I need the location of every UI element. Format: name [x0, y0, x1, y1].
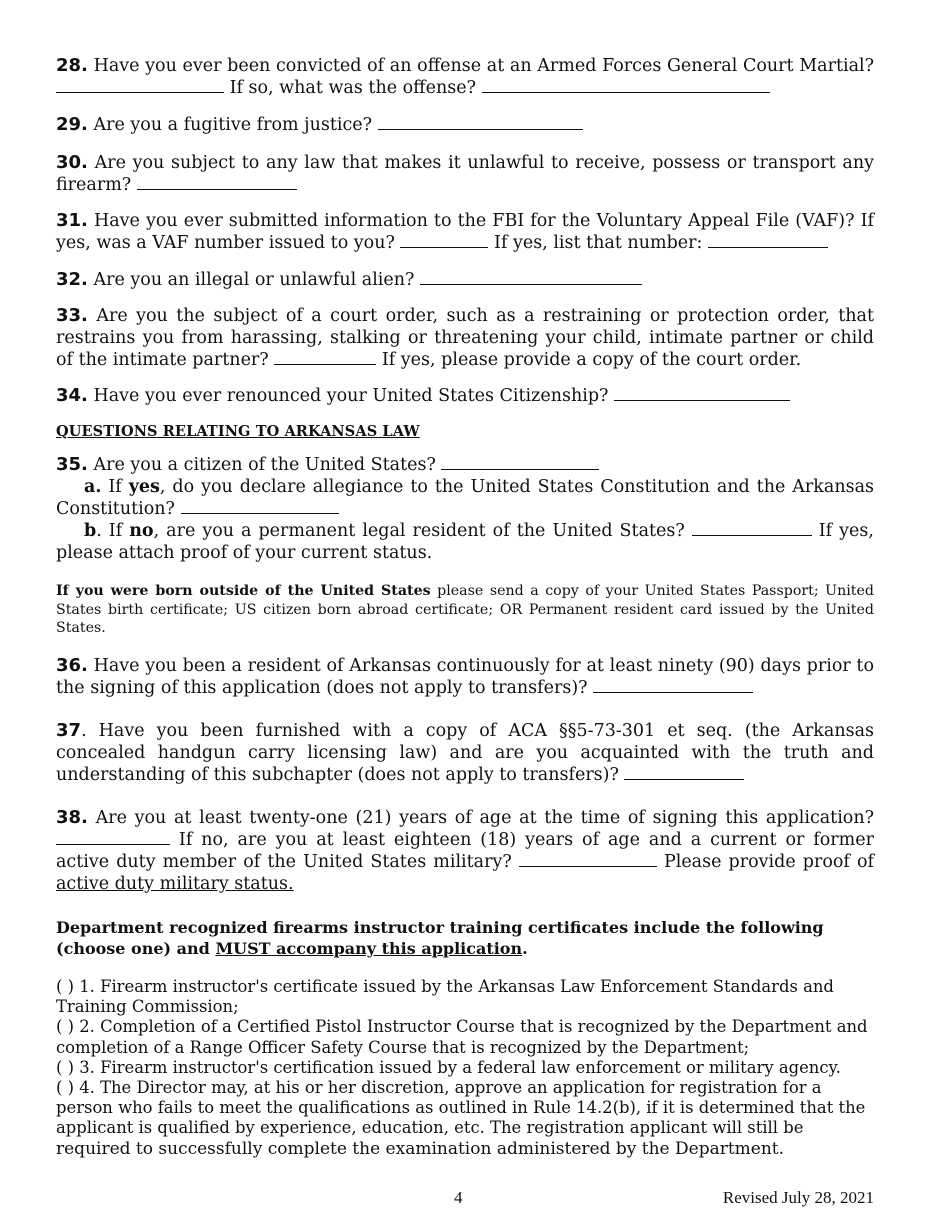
question-text: , do you declare allegiance to the United States Constitution and the Arkansas Constitution? — [56, 477, 874, 519]
question-text: Have you been a resident of Arkansas continuously for at least ninety (90) days prior to the signing of this application (does not apply to transfers)? — [56, 656, 874, 698]
answer-blank[interactable] — [137, 174, 297, 190]
option-text: 4. The Director may, at his or her discretion, approve an application for registration for a person who fails to meet the qualifications as outlined in Rule 14.2(b), if it is determined that the applicant is qualified by experience, education, etc. The registration applicant will still be — [56, 1078, 866, 1138]
sub-question-label: b — [84, 521, 97, 541]
certificate-options — [56, 977, 874, 1159]
question-32 — [56, 269, 874, 291]
question-text: If no, are you at least eighteen (18) years of age and a current or former active duty member of the United States military? — [56, 830, 874, 872]
question-38 — [56, 807, 874, 895]
question-text: Are you the subject of a court order, such as a restraining or protection order, that restrains you from harassing, stalking or threatening your child, intimate partner or child of the intimate partner? — [56, 306, 874, 370]
option-checkbox[interactable]: ( ) — [56, 1078, 74, 1098]
question-35 — [56, 454, 874, 564]
question-text: If yes, list that number: — [494, 233, 703, 253]
answer-blank[interactable] — [274, 349, 376, 365]
answer-blank[interactable] — [624, 764, 744, 780]
answer-blank[interactable] — [56, 829, 170, 845]
question-37 — [56, 720, 874, 786]
emphasis-no: no — [129, 521, 154, 541]
question-text: If — [108, 477, 122, 497]
question-text: If so, what was the offense? — [229, 78, 476, 98]
question-number: 33. — [56, 305, 88, 326]
question-number: 28. — [56, 55, 88, 76]
answer-blank[interactable] — [181, 498, 339, 514]
question-text: Have you ever submitted information to the FBI for the Voluntary Appeal File (VAF)? If yes, was a VAF number issued to you? — [56, 211, 874, 253]
question-text: Please provide proof of — [663, 852, 874, 872]
question-number: 31. — [56, 210, 88, 231]
question-number: 37 — [56, 720, 82, 741]
heading-underlined: MUST accompany this application — [215, 939, 523, 958]
certificate-option-continued: required to successfully complete the examination administered by the Department. — [56, 1138, 785, 1159]
answer-blank[interactable] — [593, 677, 753, 693]
answer-blank[interactable] — [400, 232, 488, 248]
question-text: Have you ever been convicted of an offense at an Armed Forces General Court Martial? — [93, 56, 874, 76]
question-number: 29. — [56, 114, 88, 135]
question-text: Have you ever renounced your United States Citizenship? — [93, 386, 609, 406]
question-33 — [56, 305, 874, 371]
question-text: Are you subject to any law that makes it unlawful to receive, possess or transport any firearm? — [56, 153, 874, 195]
section-heading: QUESTIONS RELATING TO ARKANSAS LAW — [56, 423, 420, 440]
question-text: active duty military status. — [56, 874, 294, 894]
question-text: If yes, please provide a copy of the court order. — [381, 350, 802, 370]
question-text: Are you an illegal or unlawful alien? — [93, 270, 415, 290]
option-text: 1. Firearm instructor's certificate issued by the Arkansas Law Enforcement Standards and Training Commission; — [56, 977, 834, 1017]
revised-date: Revised July 28, 2021 — [722, 1188, 874, 1207]
answer-blank[interactable] — [692, 520, 812, 536]
certificate-option — [56, 977, 874, 1017]
question-31 — [56, 210, 874, 254]
heading-end: . — [522, 939, 528, 958]
option-checkbox[interactable]: ( ) — [56, 1017, 74, 1037]
note-bold: If you were born outside of the United States — [56, 583, 431, 599]
heading-text: Department recognized firearms instructor training certificates include the following (choose one) and — [56, 918, 824, 958]
answer-blank[interactable] — [378, 114, 583, 130]
certificate-option — [56, 1078, 874, 1139]
born-outside-note — [56, 582, 874, 638]
question-text: If yes, please attach proof of your current status. — [56, 521, 874, 563]
certificate-option — [56, 1058, 874, 1078]
question-text: . If — [96, 521, 123, 541]
question-text: Are you a fugitive from justice? — [93, 115, 373, 135]
answer-blank[interactable] — [519, 851, 657, 867]
certificates-heading — [56, 917, 874, 959]
answer-blank[interactable] — [56, 77, 224, 93]
answer-blank[interactable] — [441, 454, 599, 470]
question-text: Are you at least twenty-one (21) years of age at the time of signing this application? — [95, 808, 874, 828]
answer-blank[interactable] — [614, 385, 790, 401]
question-30 — [56, 152, 874, 196]
question-text: . Have you been furnished with a copy of ACA §§5-73-301 et seq. (the Arkansas concealed handgun carry licensing law) and are you acquainted with the truth and understanding of this subchapter (does not apply to transfers)? — [56, 721, 874, 785]
question-number: 36. — [56, 655, 88, 676]
sub-question-label: a. — [84, 477, 102, 497]
emphasis-yes: yes — [128, 477, 160, 497]
question-number: 38. — [56, 807, 88, 828]
question-36 — [56, 655, 874, 699]
question-number: 34. — [56, 385, 88, 406]
option-text: 3. Firearm instructor's certification issued by a federal law enforcement or military agency. — [79, 1057, 841, 1077]
answer-blank[interactable] — [482, 77, 770, 93]
question-28 — [56, 55, 874, 99]
answer-blank[interactable] — [420, 269, 642, 285]
question-number: 30. — [56, 152, 88, 173]
question-34 — [56, 385, 874, 407]
option-checkbox[interactable]: ( ) — [56, 977, 74, 996]
question-number: 35. — [56, 454, 88, 475]
note-text: please send a copy of your United States Passport; United States birth certificate; US citizen born abroad certificate; OR Permanent resident card issued by the United States. — [56, 583, 874, 636]
question-text: , are you a permanent legal resident of the United States? — [153, 521, 685, 541]
certificate-option — [56, 1017, 874, 1057]
option-text: 2. Completion of a Certified Pistol Instructor Course that is recognized by the Department and completion of a Range Officer Safety Course that is recognized by the Department; — [56, 1017, 868, 1057]
option-checkbox[interactable]: ( ) — [56, 1057, 74, 1077]
question-text: Are you a citizen of the United States? — [93, 455, 436, 475]
page-number: 4 — [454, 1188, 463, 1207]
question-29 — [56, 114, 874, 136]
question-number: 32. — [56, 269, 88, 290]
answer-blank[interactable] — [708, 232, 828, 248]
